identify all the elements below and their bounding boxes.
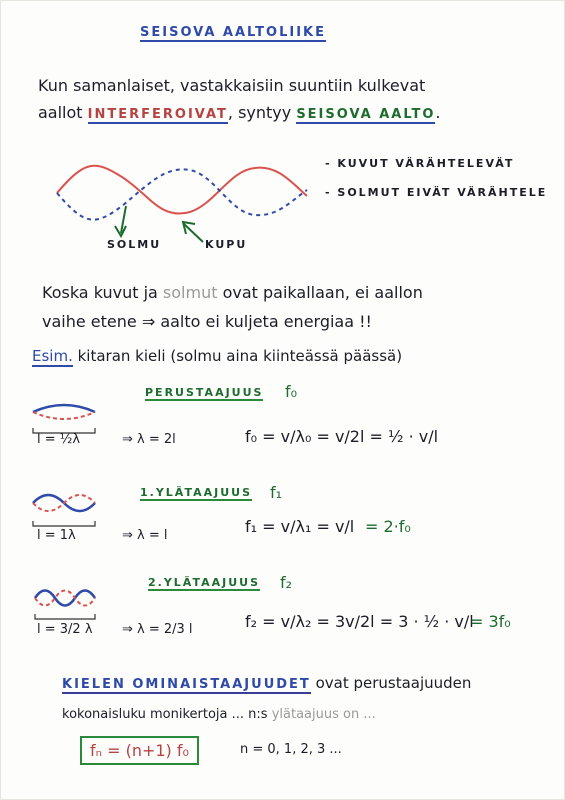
standing-wave-blue	[57, 169, 307, 219]
conclusion-line-2: kokonaisluku monikertoja ... n:s ylätaajuus on ...	[62, 707, 376, 722]
mode2-lambda-relation: l = 3/2 λ	[37, 622, 93, 637]
legend-antinodes: - KUVUT VÄRÄHTELEVÄT	[325, 157, 515, 170]
legend-nodes: - SOLMUT EIVÄT VÄRÄHTELE	[325, 186, 548, 199]
page-title: SEISOVA AALTOLIIKE	[140, 25, 326, 40]
mode0-lambda-relation: l = ½λ	[37, 432, 81, 447]
mode2-symbol: f₂	[280, 573, 293, 592]
mode2-formula: f₂ = v/λ₂ = 3v/2l = 3 · ½ · v/l	[245, 612, 474, 631]
mode1-heading: 1.YLÄTAAJUUS	[140, 486, 253, 499]
n-values: n = 0, 1, 2, 3 ...	[240, 742, 342, 757]
mode1-lambda-result: ⇒ λ = l	[122, 528, 168, 543]
mode1-string	[33, 495, 95, 526]
mode0-string	[33, 405, 95, 433]
label-node: SOLMU	[107, 238, 162, 251]
solmut-word: solmut	[162, 283, 218, 302]
mode0-formula: f₀ = v/λ₀ = v/2l = ½ · v/l	[245, 427, 439, 446]
seisova-aalto-term: SEISOVA AALTO	[296, 107, 436, 122]
mode2-string	[35, 591, 95, 620]
mode2-lambda-result: ⇒ λ = 2/3 l	[122, 622, 193, 637]
mode1-formula: f₁ = v/λ₁ = v/l	[245, 517, 355, 536]
intro-line-2: aallot INTERFEROIVAT, syntyy SEISOVA AALTO.	[38, 103, 441, 122]
standing-wave-red	[57, 166, 307, 214]
interferoivat-term: INTERFEROIVAT	[87, 107, 228, 122]
conclusion-line-1: KIELEN OMINAISTAAJUUDET ovat perustaajuuden	[62, 674, 472, 692]
mode0-lambda-result: ⇒ λ = 2l	[122, 432, 176, 447]
antinode-arrow	[184, 224, 203, 242]
example-label: Esim.	[32, 347, 73, 365]
label-antinode: KUPU	[205, 238, 248, 251]
mode2-heading: 2.YLÄTAAJUUS	[148, 576, 261, 589]
mode2-result: = 3f₀	[470, 612, 511, 631]
intro-line-1: Kun samanlaiset, vastakkaisiin suuntiin kulkevat	[38, 76, 426, 95]
mode0-symbol: f₀	[285, 382, 298, 401]
harmonic-formula-box: fₙ = (n+1) f₀	[80, 736, 199, 765]
energy-line-1: Koska kuvut ja solmut ovat paikallaan, ei aallon	[42, 283, 423, 302]
energy-line-2: vaihe etene ⇒ aalto ei kuljeta energiaa !!	[42, 312, 372, 331]
example-line: Esim. kitaran kieli (solmu aina kiinteässä päässä)	[32, 347, 403, 365]
ominaistaajuudet-term: KIELEN OMINAISTAAJUUDET	[62, 677, 311, 692]
mode1-result: = 2·f₀	[365, 517, 411, 536]
mode1-symbol: f₁	[270, 483, 283, 502]
mode1-lambda-relation: l = 1λ	[37, 528, 76, 543]
mode0-heading: PERUSTAAJUUS	[145, 386, 264, 399]
